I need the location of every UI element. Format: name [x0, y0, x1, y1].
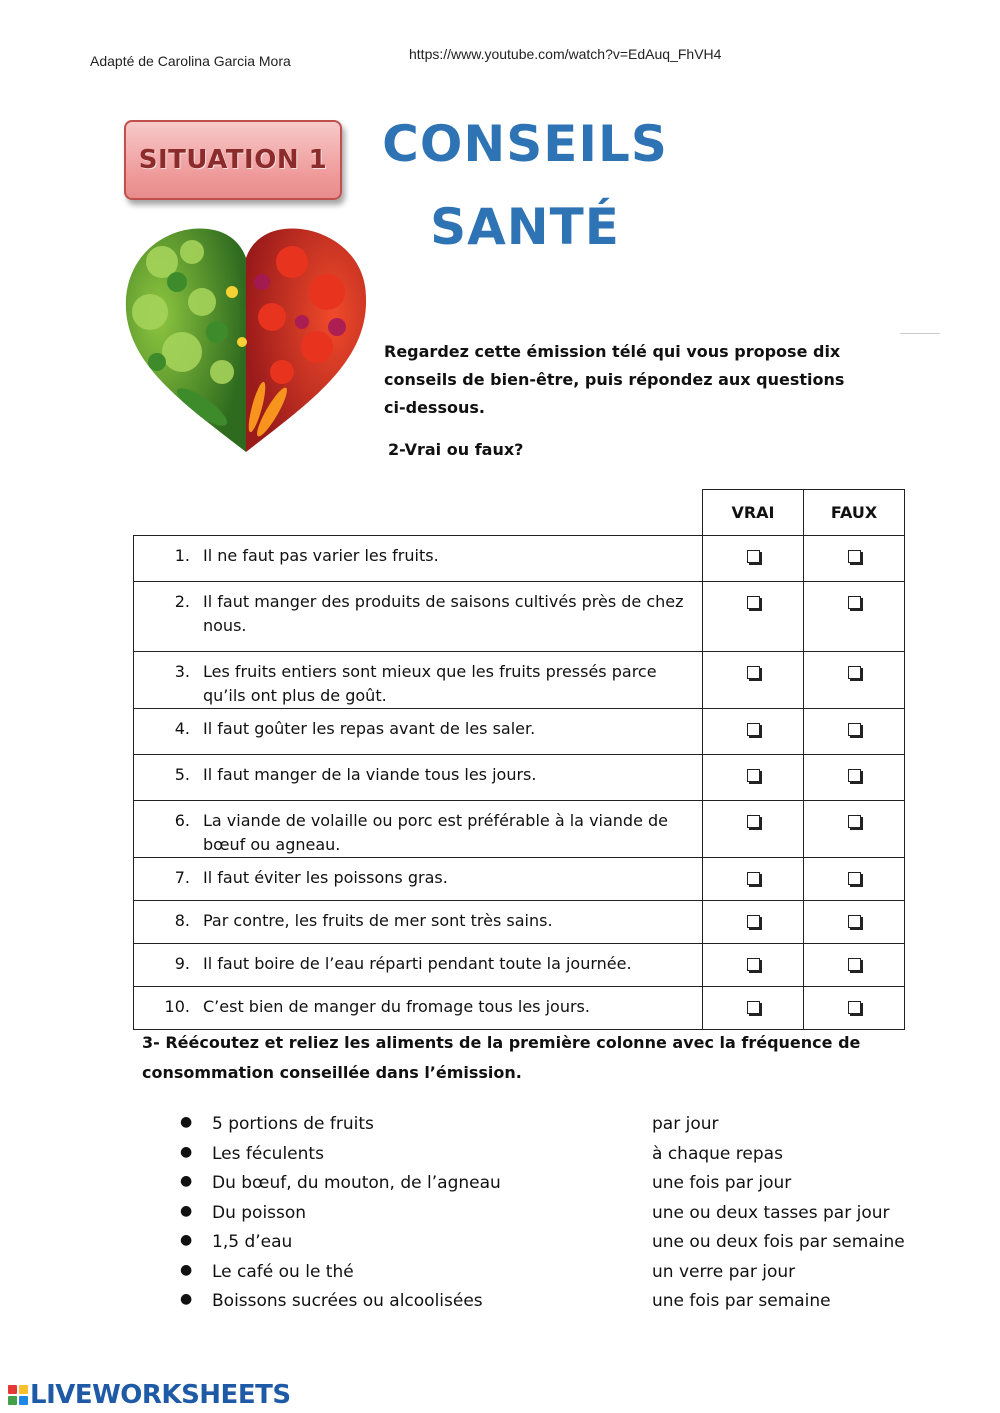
statement-number: 10. — [164, 997, 190, 1016]
food-item: 1,5 d’eau — [212, 1232, 293, 1252]
checkbox-cell-vrai — [703, 944, 804, 987]
bullet-icon: ● — [180, 1261, 193, 1278]
liveworksheets-logo — [8, 1380, 291, 1410]
true-false-table — [133, 489, 905, 1030]
checkbox-vrai[interactable] — [747, 958, 760, 971]
checkbox-faux[interactable] — [848, 596, 861, 609]
checkbox-cell-faux — [804, 582, 905, 652]
statement-text: La viande de volaille ou porc est préférable à la viande de bœuf ou agneau. — [203, 811, 669, 854]
question-3-heading: 3- Réécoutez et reliez les aliments de la première colonne avec la fréquence de consommation conseillée dans l’émission. — [142, 1033, 861, 1082]
statement-cell — [134, 652, 703, 709]
statement-cell — [134, 901, 703, 944]
food-item: Boissons sucrées ou alcoolisées — [212, 1291, 483, 1311]
checkbox-cell-faux — [804, 709, 905, 755]
food-item: Du bœuf, du mouton, de l’agneau — [212, 1173, 501, 1193]
statement-number: 2. — [174, 592, 190, 611]
statement-number: 5. — [174, 765, 190, 784]
list-item — [180, 1114, 905, 1144]
checkbox-cell-faux — [804, 536, 905, 582]
checkbox-faux[interactable] — [848, 550, 861, 563]
video-url[interactable]: https://www.youtube.com/watch?v=EdAuq_FhVH4 — [409, 46, 722, 62]
matching-list — [180, 1114, 905, 1321]
checkbox-faux[interactable] — [848, 872, 861, 885]
checkbox-vrai[interactable] — [747, 872, 760, 885]
frequency-item: par jour — [652, 1114, 719, 1134]
header-faux: FAUX — [804, 490, 905, 536]
statement-number: 1. — [174, 546, 190, 565]
food-item: 5 portions de fruits — [212, 1114, 374, 1134]
checkbox-cell-faux — [804, 944, 905, 987]
page-title-line1 — [380, 115, 670, 173]
checkbox-cell-faux — [804, 901, 905, 944]
checkbox-faux[interactable] — [848, 915, 861, 928]
bullet-icon: ● — [180, 1202, 193, 1219]
checkbox-cell-vrai — [703, 536, 804, 582]
checkbox-faux[interactable] — [848, 815, 861, 828]
table-header-blank — [134, 490, 703, 536]
statement-number: 9. — [174, 954, 190, 973]
food-item: Le café ou le thé — [212, 1261, 354, 1282]
checkbox-faux[interactable] — [848, 666, 861, 679]
table-row — [134, 801, 905, 858]
situation-badge — [124, 120, 342, 200]
statement-text: Il faut goûter les repas avant de les saler. — [203, 719, 536, 738]
statement-number: 6. — [174, 811, 190, 830]
statement-text: Il faut manger des produits de saisons cultivés près de chez nous. — [203, 592, 684, 635]
statement-number: 4. — [174, 719, 190, 738]
checkbox-cell-vrai — [703, 858, 804, 901]
statement-text: Il faut boire de l’eau réparti pendant toute la journée. — [203, 954, 632, 973]
frequency-item: une fois par jour — [652, 1173, 792, 1193]
table-row — [134, 944, 905, 987]
list-item — [180, 1291, 905, 1321]
statement-text: Les fruits entiers sont mieux que les fruits pressés parce qu’ils ont plus de goût. — [203, 662, 657, 705]
vegetable-heart-image — [122, 222, 370, 458]
checkbox-vrai[interactable] — [747, 666, 760, 679]
checkbox-faux[interactable] — [848, 723, 861, 736]
bullet-icon: ● — [180, 1114, 193, 1130]
checkbox-cell-faux — [804, 858, 905, 901]
food-item: Du poisson — [212, 1202, 307, 1223]
table-row — [134, 901, 905, 944]
statement-text: Par contre, les fruits de mer sont très sains. — [203, 911, 553, 930]
checkbox-vrai[interactable] — [747, 723, 760, 736]
credit-text: Adapté de Carolina Garcia Mora — [90, 53, 291, 69]
checkbox-cell-faux — [804, 755, 905, 801]
table-row — [134, 652, 905, 709]
brand-name: LIVEWORKSHEETS — [30, 1380, 291, 1410]
question-2-heading: 2-Vrai ou faux? — [388, 440, 524, 459]
statement-cell — [134, 582, 703, 652]
checkbox-cell-faux — [804, 801, 905, 858]
statement-cell — [134, 755, 703, 801]
statement-cell — [134, 536, 703, 582]
checkbox-vrai[interactable] — [747, 596, 760, 609]
checkbox-cell-vrai — [703, 901, 804, 944]
checkbox-vrai[interactable] — [747, 915, 760, 928]
statement-number: 7. — [174, 868, 190, 887]
statement-cell — [134, 709, 703, 755]
bullet-icon: ● — [180, 1291, 193, 1307]
checkbox-cell-vrai — [703, 582, 804, 652]
food-item: Les féculents — [212, 1143, 324, 1164]
statement-text: Il faut manger de la viande tous les jours. — [203, 765, 537, 784]
frequency-item: une ou deux tasses par jour — [652, 1202, 890, 1223]
frequency-item: une fois par semaine — [652, 1291, 831, 1311]
divider — [900, 333, 940, 334]
frequency-item: à chaque repas — [652, 1143, 783, 1164]
checkbox-vrai[interactable] — [747, 1001, 760, 1014]
bullet-icon: ● — [180, 1173, 193, 1189]
bullet-icon: ● — [180, 1143, 193, 1160]
list-item — [180, 1232, 905, 1262]
table-row — [134, 582, 905, 652]
checkbox-cell-vrai — [703, 987, 804, 1030]
table-row — [134, 755, 905, 801]
checkbox-cell-vrai — [703, 801, 804, 858]
table-row — [134, 987, 905, 1030]
header-vrai: VRAI — [703, 490, 804, 536]
situation-label: SITUATION 1 — [138, 145, 328, 175]
statement-number: 3. — [174, 662, 190, 681]
frequency-item: un verre par jour — [652, 1261, 796, 1282]
checkbox-faux[interactable] — [848, 958, 861, 971]
statement-cell — [134, 858, 703, 901]
statement-text: Il ne faut pas varier les fruits. — [203, 546, 439, 565]
statement-text: Il faut éviter les poissons gras. — [203, 868, 448, 887]
statement-cell — [134, 944, 703, 987]
table-row — [134, 858, 905, 901]
checkbox-cell-faux — [804, 652, 905, 709]
list-item — [180, 1173, 905, 1203]
checkbox-vrai[interactable] — [747, 815, 760, 828]
checkbox-faux[interactable] — [848, 769, 861, 782]
frequency-item: une ou deux fois par semaine — [652, 1232, 905, 1252]
checkbox-cell-faux — [804, 987, 905, 1030]
statement-text: C’est bien de manger du fromage tous les jours. — [203, 997, 590, 1016]
page-title-line2 — [380, 198, 670, 256]
checkbox-cell-vrai — [703, 755, 804, 801]
checkbox-cell-vrai — [703, 709, 804, 755]
list-item — [180, 1262, 905, 1292]
table-row — [134, 709, 905, 755]
list-item — [180, 1203, 905, 1233]
checkbox-cell-vrai — [703, 652, 804, 709]
intro-paragraph: Regardez cette émission télé qui vous propose dix conseils de bien-être, puis répondez aux questions ci-dessous. — [384, 342, 845, 417]
checkbox-faux[interactable] — [848, 1001, 861, 1014]
checkbox-vrai[interactable] — [747, 550, 760, 563]
statement-cell — [134, 801, 703, 858]
title-line1-text: CONSEILS — [382, 115, 668, 173]
statement-cell — [134, 987, 703, 1030]
statement-number: 8. — [174, 911, 190, 930]
bullet-icon: ● — [180, 1232, 193, 1248]
checkbox-vrai[interactable] — [747, 769, 760, 782]
title-line2-text: SANTÉ — [430, 198, 620, 256]
logo-icon — [8, 1385, 28, 1405]
list-item — [180, 1144, 905, 1174]
table-row — [134, 536, 905, 582]
